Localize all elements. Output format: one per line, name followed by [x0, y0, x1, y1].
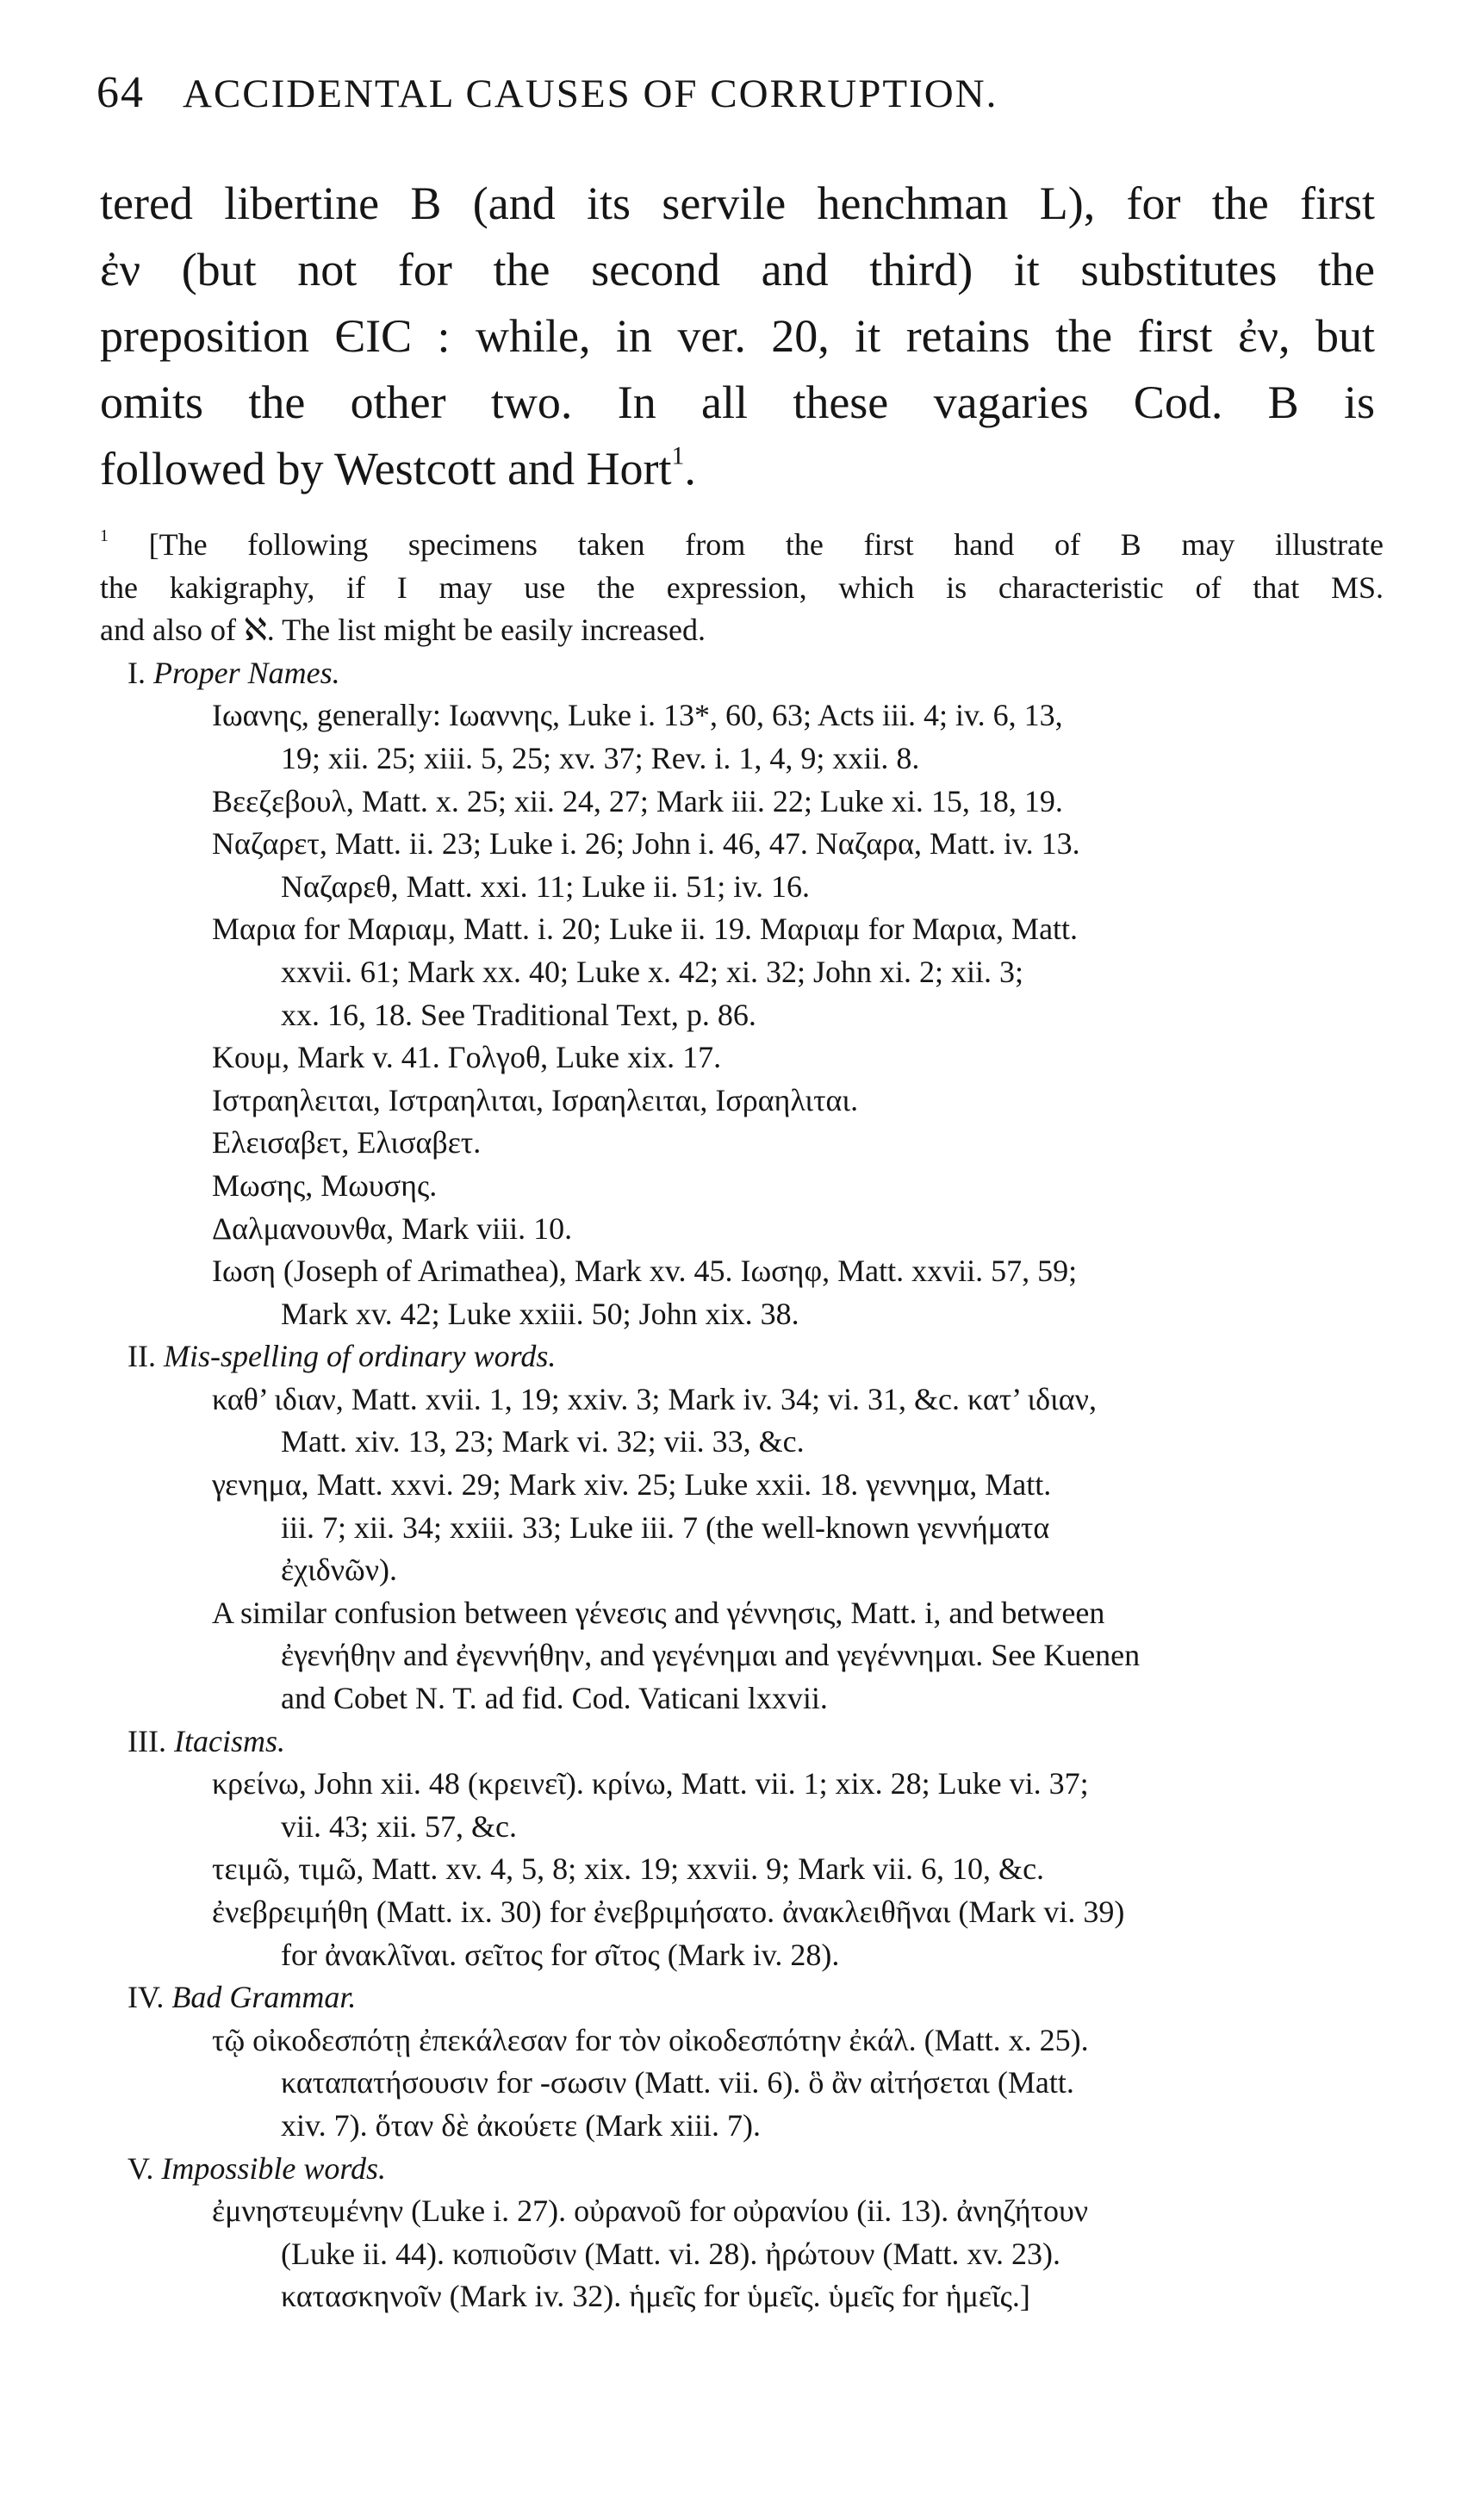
entry-continuation: and Cobet N. T. ad fid. Cod. Vaticani lxxvii.	[281, 1681, 828, 1716]
entry-line: Ιωση (Joseph of Arimathea), Mark xv. 45. Ιωσηφ, Matt. xxvii. 57, 59;	[212, 1254, 1078, 1289]
section-heading	[100, 1335, 1384, 1378]
section-heading	[100, 652, 1384, 695]
footnote-intro-line: and also of ℵ. The list might be easily increased.	[100, 613, 706, 648]
body-line-last	[100, 436, 1375, 502]
body-line: ἐν (but not for the second and third) it substitutes the	[100, 244, 1375, 296]
footnote-intro-line: the kakigraphy, if I may use the expression, which is characteristic of that MS.	[100, 569, 1384, 605]
entry-continuation: (Luke ii. 44). κοπιοῦσιν (Matt. vi. 28). ἠρώτουν (Matt. xv. 23).	[281, 2236, 1061, 2271]
entry-line: τειμῶ, τιμῶ, Matt. xv. 4, 5, 8; xix. 19; xxvii. 9; Mark vii. 6, 10, &c.	[212, 1851, 1045, 1887]
entry-continuation: vii. 43; xii. 57, &c.	[281, 1808, 517, 1844]
entry-line: Μαρια for Μαριαμ, Matt. i. 20; Luke ii. 19. Μαριαμ for Μαρια, Matt.	[212, 912, 1079, 947]
body-line: omits the other two. In all these vagaries Cod. B is	[100, 376, 1375, 428]
entry-continuation: ἐγενήθην and ἐγεννήθην, and γεγένημαι and γεγέννημαι. See Kuenen	[281, 1638, 1141, 1673]
entry-line: Κουμ, Mark v. 41. Γολγοθ, Luke xix. 17.	[212, 1040, 722, 1075]
section-numeral: IV.	[127, 1980, 172, 2015]
footnote	[100, 524, 1384, 2318]
entry-line: κρείνω, John xii. 48 (κρεινεῖ). κρίνω, Matt. vii. 1; xix. 28; Luke vi. 37;	[212, 1766, 1089, 1801]
section-heading	[100, 1976, 1384, 2019]
entry-continuation: Ναζαρεθ, Matt. xxi. 11; Luke ii. 51; iv. 16.	[281, 868, 810, 904]
entry-continuation: κατασκηνοῖν (Mark iv. 32). ἡμεῖς for ὑμεῖς. ὑμεῖς for ἡμεῖς.]	[281, 2279, 1030, 2314]
entry-line: Ναζαρετ, Matt. ii. 23; Luke i. 26; John i. 46, 47. Ναζαρα, Matt. iv. 13.	[212, 826, 1080, 862]
section-numeral: V.	[127, 2150, 162, 2186]
section-numeral: III.	[127, 1723, 174, 1758]
entry-continuation: xiv. 7). ὅταν δὲ ἀκούετε (Mark xiii. 7).	[281, 2107, 762, 2143]
page-number: 64	[96, 68, 145, 117]
entry-line: τῷ οἰκοδεσπότῃ ἐπεκάλεσαν for τὸν οἰκοδεσπότην ἐκάλ. (Matt. x. 25).	[212, 2022, 1089, 2057]
entry-line: ἐνεβρειμήθη (Matt. ix. 30) for ἐνεβριμήσατο. ἀνακλειθῆναι (Mark vi. 39)	[212, 1895, 1125, 1929]
entry-line: ἐμνηστευμένην (Luke i. 27). οὐρανοῦ for οὐρανίου (ii. 13). ἀνηζήτουν	[212, 2193, 1089, 2229]
section-heading	[100, 1720, 1384, 1764]
entry-continuation: 19; xii. 25; xiii. 5, 25; xv. 37; Rev. i. 1, 4, 9; xxii. 8.	[281, 740, 920, 775]
entry-line: γενημα, Matt. xxvi. 29; Mark xiv. 25; Luke xxii. 18. γεννημα, Matt.	[212, 1467, 1052, 1503]
entry-line: καθ’ ιδιαν, Matt. xvii. 1, 19; xxiv. 3; Mark iv. 34; vi. 31, &c. κατ’ ιδιαν,	[212, 1381, 1097, 1416]
entry-continuation: xx. 16, 18. See Traditional Text, p. 86.	[281, 997, 756, 1032]
section-numeral: II.	[127, 1339, 164, 1374]
section-numeral: I.	[127, 655, 153, 690]
entry-continuation: Mark xv. 42; Luke xxiii. 50; John xix. 38.	[281, 1296, 799, 1331]
body-line: tered libertine B (and its servile henchman L), for the first	[100, 177, 1375, 229]
footnote-reference: 1	[671, 442, 685, 470]
section-title: Proper Names.	[153, 655, 340, 690]
entry-continuation: for ἀνακλῖναι. σεῖτος for σῖτος (Mark iv. 28).	[281, 1937, 840, 1972]
entry-line: Μωσης, Μωυσης.	[212, 1167, 438, 1203]
section-title: Mis-spelling of ordinary words.	[163, 1339, 557, 1374]
footnote-sections	[100, 652, 1384, 2318]
body-line: preposition ЄΙϹ : while, in ver. 20, it retains the first ἐν, but	[100, 310, 1375, 362]
entry-continuation: καταπατήσουσιν for -σωσιν (Matt. vii. 6). ὃ ἂν αἰτήσεται (Matt.	[281, 2065, 1074, 2100]
footnote-intro-line	[100, 524, 1384, 567]
running-header	[96, 67, 1423, 128]
footnote-marker: 1	[100, 526, 109, 546]
body-line-text: followed by Westcott and Hort	[100, 443, 672, 495]
main-paragraph	[100, 171, 1375, 502]
section-title: Impossible words.	[161, 2150, 387, 2186]
section-title: Itacisms.	[173, 1723, 285, 1758]
entry-continuation: Matt. xiv. 13, 23; Mark vi. 32; vii. 33, &c.	[281, 1424, 805, 1459]
entry-line: Ελεισαβετ, Ελισαβετ.	[212, 1125, 482, 1160]
entry-continuation: iii. 7; xii. 34; xxiii. 33; Luke iii. 7 (the well-known γεννήματα	[281, 1509, 1050, 1545]
body-end-punct: .	[684, 443, 696, 495]
entry-continuation: xxvii. 61; Mark xx. 40; Luke x. 42; xi. 32; John xi. 2; xii. 3;	[281, 954, 1023, 989]
footnote-intro-text: [The following specimens taken from the first hand of B may illustrate	[148, 527, 1384, 562]
section-title: Bad Grammar.	[171, 1980, 357, 2015]
entry-line: Ιωανης, generally: Ιωαννης, Luke i. 13*, 60, 63; Acts iii. 4; iv. 6, 13,	[212, 698, 1063, 733]
entry-continuation: ἐχιδνῶν).	[281, 1552, 397, 1588]
entry-line: A similar confusion between γένεσις and γέννησις, Matt. i, and between	[212, 1595, 1105, 1630]
entry-line: Δαλμανουνθα, Mark viii. 10.	[212, 1210, 573, 1246]
entry-line: Ιστραηλειται, Ιστραηλιται, Ισραηλειται, Ισραηλιται.	[212, 1082, 859, 1117]
running-title: ACCIDENTAL CAUSES OF CORRUPTION.	[183, 72, 998, 116]
entry-line: Βεεζεβουλ, Matt. x. 25; xii. 24, 27; Mark iii. 22; Luke xi. 15, 18, 19.	[212, 783, 1063, 818]
section-heading	[100, 2148, 1384, 2191]
